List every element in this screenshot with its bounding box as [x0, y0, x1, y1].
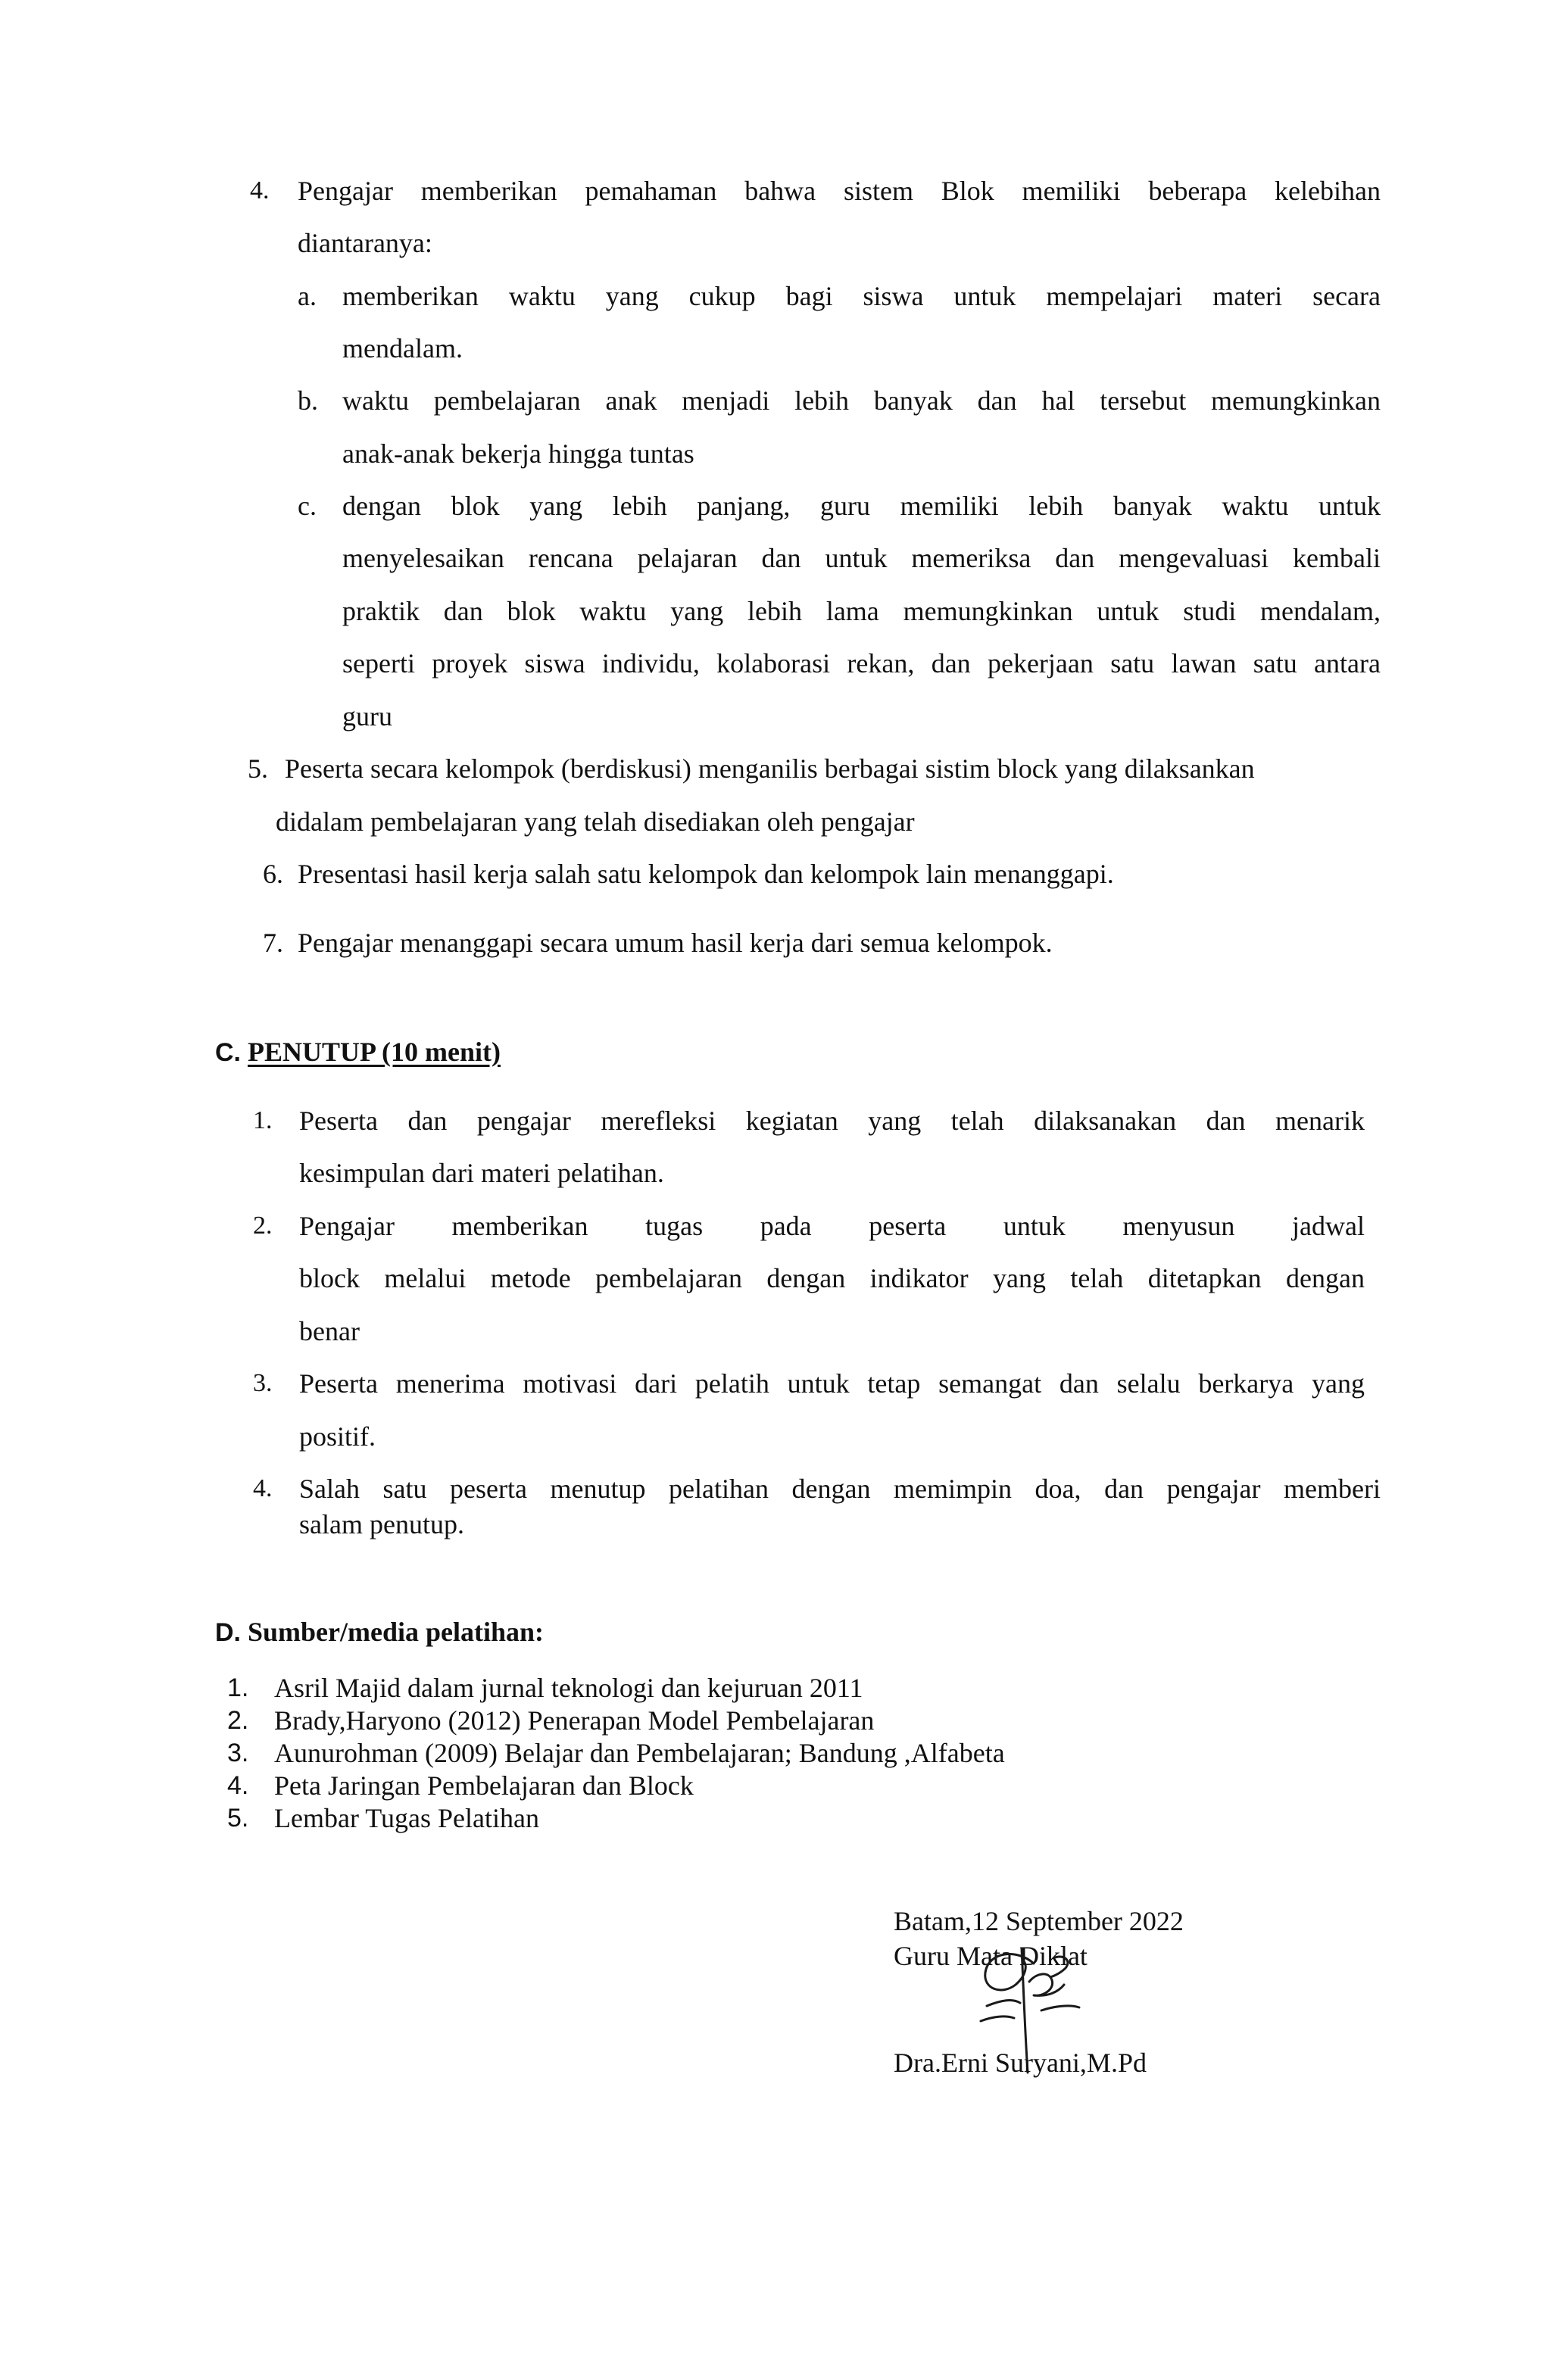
list-item-text: Peserta menerima motivasi dari pelatih untuk tetap semangat dan selalu berkarya yang	[299, 1368, 1365, 1399]
list-number: 4.	[227, 1771, 249, 1800]
sub-list-item-text: waktu pembelajaran anak menjadi lebih banyak dan hal tersebut memungkinkan	[342, 385, 1381, 416]
list-item-text: Peserta dan pengajar merefleksi kegiatan yang telah dilaksanakan dan menarik	[299, 1106, 1365, 1136]
list-item-text: diantaranya:	[298, 228, 432, 258]
signature-place-date: Batam,12 September 2022	[894, 1906, 1184, 1936]
list-item-text: Peserta secara kelompok (berdiskusi) menganilis berbagai sistim block yang dilaksankan	[285, 753, 1255, 784]
list-number: 1.	[227, 1673, 249, 1702]
sub-list-item-text: dengan blok yang lebih panjang, guru memiliki lebih banyak waktu untuk	[342, 491, 1381, 521]
sub-list-item-text: praktik dan blok waktu yang lebih lama memungkinkan untuk studi mendalam,	[342, 596, 1381, 626]
sub-list-item-text: memberikan waktu yang cukup bagi siswa untuk mempelajari materi secara	[342, 281, 1381, 311]
section-letter: D.	[215, 1618, 241, 1647]
sub-list-letter: c.	[298, 491, 317, 521]
section-title: PENUTUP (10 menit)	[248, 1037, 501, 1067]
signature-role: Guru Mata Diklat	[894, 1941, 1088, 1971]
list-number: 3.	[253, 1369, 273, 1397]
list-item-text: Asril Majid dalam jurnal teknologi dan kejuruan 2011	[274, 1673, 863, 1703]
list-item-text: Peta Jaringan Pembelajaran dan Block	[274, 1770, 694, 1801]
list-number: 4.	[250, 176, 270, 204]
list-number: 2.	[227, 1706, 249, 1735]
list-number: 6.	[263, 859, 283, 889]
list-number: 7.	[263, 928, 283, 958]
sub-list-item-text: seperti proyek siswa individu, kolaborasi rekan, dan pekerjaan satu lawan satu antara	[342, 648, 1381, 678]
list-item-text: Pengajar memberikan tugas pada peserta untuk menyusun jadwal	[299, 1211, 1365, 1241]
list-number: 4.	[253, 1474, 273, 1502]
sub-list-item-text: menyelesaikan rencana pelajaran dan untuk memeriksa dan mengevaluasi kembali	[342, 543, 1381, 573]
sub-list-letter: a.	[298, 281, 317, 311]
section-letter: C.	[215, 1038, 241, 1067]
list-item-text: Pengajar memberikan pemahaman bahwa sistem Blok memiliki beberapa kelebihan	[298, 176, 1381, 206]
list-number: 2.	[253, 1212, 273, 1240]
list-item-text: Lembar Tugas Pelatihan	[274, 1803, 539, 1833]
sub-list-item-text: anak-anak bekerja hingga tuntas	[342, 438, 694, 469]
sub-list-item-text: mendalam.	[342, 333, 463, 363]
signature-name: Dra.Erni Suryani,M.Pd	[894, 2048, 1147, 2078]
list-item-text: Presentasi hasil kerja salah satu kelompok dan kelompok lain menanggapi.	[298, 859, 1114, 889]
list-number: 1.	[253, 1106, 273, 1134]
list-number: 5.	[227, 1804, 249, 1833]
list-item-text: Salah satu peserta menutup pelatihan dengan memimpin doa, dan pengajar memberi	[299, 1474, 1381, 1504]
list-number: 5.	[248, 753, 268, 784]
list-item-text: Aunurohman (2009) Belajar dan Pembelajaran; Bandung ,Alfabeta	[274, 1738, 1005, 1768]
list-item-text: block melalui metode pembelajaran dengan indikator yang telah ditetapkan dengan	[299, 1263, 1365, 1293]
list-item-text: didalam pembelajaran yang telah disediakan oleh pengajar	[276, 806, 915, 837]
list-item-text: positif.	[299, 1421, 376, 1452]
list-item-text: benar	[299, 1316, 360, 1346]
sub-list-letter: b.	[298, 385, 318, 416]
list-item-text: salam penutup.	[299, 1509, 464, 1539]
sub-list-item-text: guru	[342, 701, 392, 731]
section-title: Sumber/media pelatihan:	[248, 1617, 545, 1647]
list-number: 3.	[227, 1739, 249, 1767]
section-heading	[215, 1615, 544, 1649]
section-heading	[215, 1035, 501, 1069]
list-item-text: Brady,Haryono (2012) Penerapan Model Pembelajaran	[274, 1705, 875, 1736]
list-item-text: Pengajar menanggapi secara umum hasil kerja dari semua kelompok.	[298, 928, 1053, 958]
list-item-text: kesimpulan dari materi pelatihan.	[299, 1158, 664, 1188]
